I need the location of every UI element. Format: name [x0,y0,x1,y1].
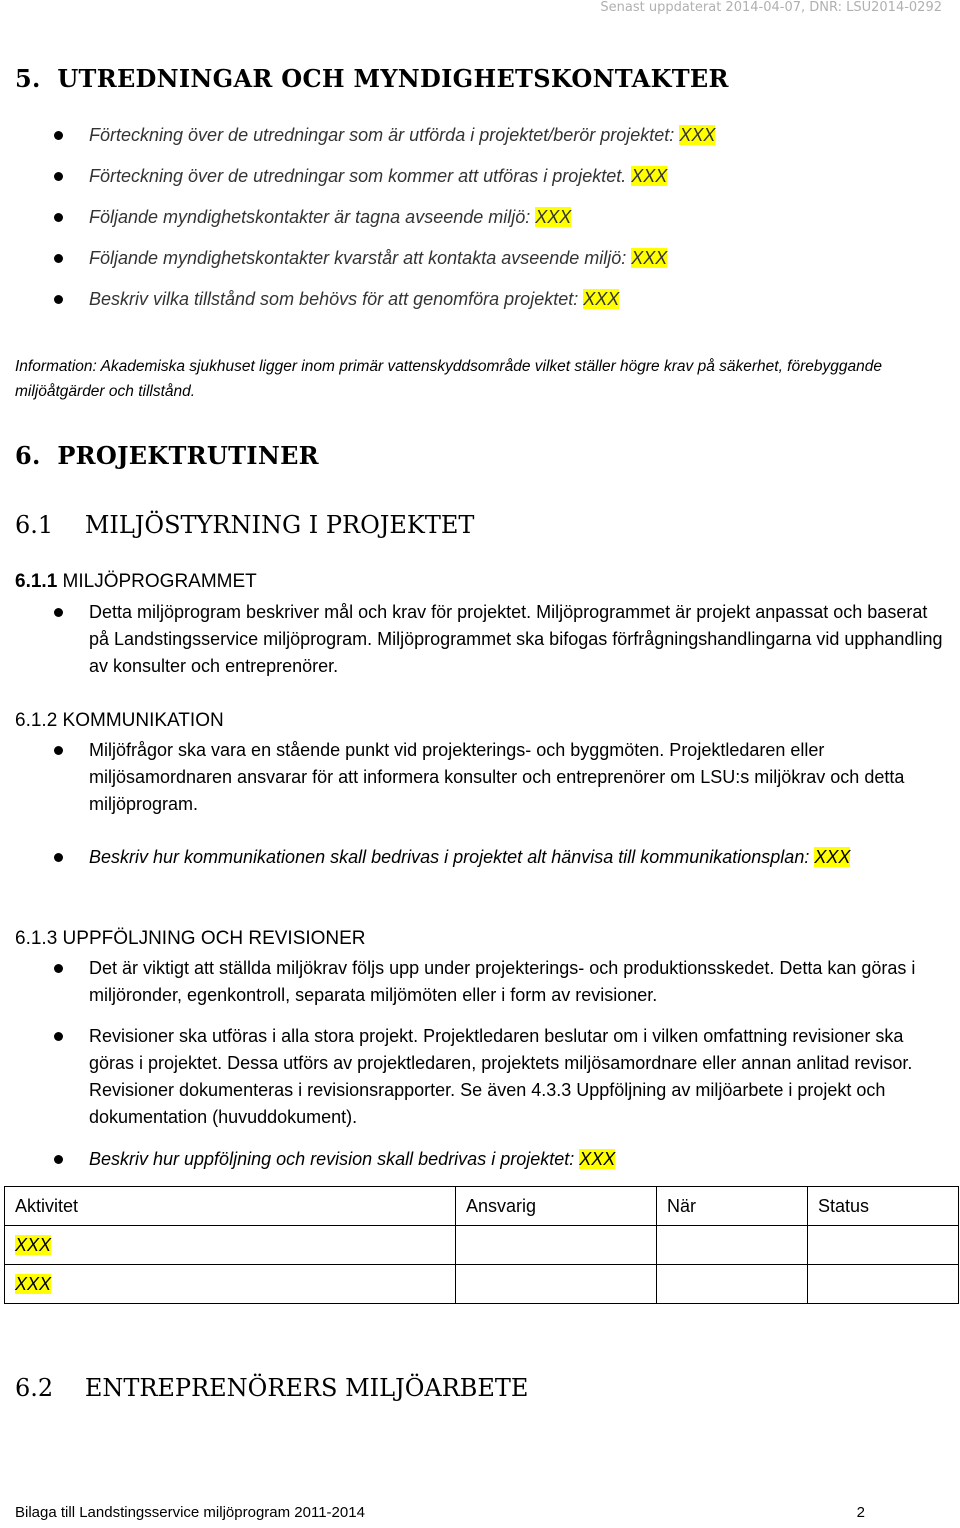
table-cell[interactable] [456,1226,657,1265]
footer-text: Bilaga till Landstingsservice miljöprogram 2011-2014 [15,1504,365,1521]
placeholder-xxx[interactable]: XXX [579,1149,616,1169]
table-cell[interactable] [456,1265,657,1304]
bullet-icon [54,172,63,181]
table-header-row [5,1187,959,1226]
placeholder-xxx[interactable]: XXX [814,847,851,867]
bullet-text: Detta miljöprogram beskriver mål och krav för projektet. Miljöprogrammet är projekt anpassat och baserat på Landstingsservice miljöprogram. Miljöprogrammet ska bifogas förfrågningshandlingarna vid upphandling av konsulter och entreprenörer. [89,602,943,676]
bullet-icon [54,1155,63,1164]
table-header-cell: Ansvarig [456,1187,657,1226]
placeholder-xxx[interactable]: XXX [15,1234,52,1255]
section-5-number: 5. [15,64,41,93]
section-6-1-2-heading [15,710,224,732]
section-6-1-1-title: MILJÖPROGRAMMET [57,571,257,592]
section-6-title: PROJEKTRUTINER [57,441,319,470]
placeholder-xxx[interactable]: XXX [679,125,716,145]
activity-table [4,1186,959,1304]
bullet-icon [54,295,63,304]
section-6-1-heading [15,511,474,539]
table-cell[interactable] [5,1265,456,1304]
bullet-text: Förteckning över de utredningar som kommer att utföras i projektet. [89,166,632,186]
section-5-heading [15,64,729,93]
table-cell[interactable] [657,1265,808,1304]
table-header-cell: Status [808,1187,959,1226]
table-header-cell: Aktivitet [5,1187,456,1226]
placeholder-xxx[interactable]: XXX [631,248,668,268]
bullet-icon [54,964,63,973]
bullet-text: Det är viktigt att ställda miljökrav följs upp under projekterings- och produktionsskedet. Detta kan göras i miljöronder, egenkontroll, separata miljömöten eller i form av revisioner. [89,958,916,1005]
table-header-cell: När [657,1187,808,1226]
bullet-icon [54,254,63,263]
table-cell[interactable] [808,1265,959,1304]
section-6-2-heading [15,1374,528,1402]
placeholder-xxx[interactable]: XXX [631,166,668,186]
section-6-2-number: 6.2 [15,1374,54,1402]
section-6-1-2-title: KOMMUNIKATION [57,710,224,731]
bullet-icon [54,213,63,222]
table-cell[interactable] [657,1226,808,1265]
bullet-text: Miljöfrågor ska vara en stående punkt vid projekterings- och byggmöten. Projektledaren eller miljösamordnaren ansvarar för att informera konsulter och entreprenörer om LSU:s miljökrav och detta miljöprogram. [89,740,905,814]
bullet-icon [54,1032,63,1041]
section-6-1-1-number: 6.1.1 [15,571,58,592]
bullet-text: Följande myndighetskontakter är tagna avseende miljö: [89,207,536,227]
section-6-heading [15,441,319,470]
bullet-text: Beskriv vilka tillstånd som behövs för att genomföra projektet: [89,289,584,309]
bullet-icon [54,608,63,617]
bullet-icon [54,853,63,862]
section-5-title: UTREDNINGAR OCH MYNDIGHETSKONTAKTER [57,64,729,93]
bullet-text: Beskriv hur uppföljning och revision skall bedrivas i projektet: [89,1149,580,1169]
placeholder-xxx[interactable]: XXX [15,1273,52,1294]
table-cell[interactable] [5,1226,456,1265]
section-6-1-3-heading [15,928,366,950]
section-6-2-title: ENTREPRENÖRERS MILJÖARBETE [84,1374,529,1402]
section-6-1-2-number: 6.1.2 [15,710,58,731]
section-6-1-title: MILJÖSTYRNING I PROJEKTET [84,511,475,539]
section-6-1-number: 6.1 [15,511,54,539]
table-row [5,1265,959,1304]
placeholder-xxx[interactable]: XXX [535,207,572,227]
bullet-text: Revisioner ska utföras i alla stora projekt. Projektledaren beslutar om i vilken omfattning revisioner ska göras i projektet. Dessa utförs av projektledaren, projektets miljösamordnare eller annan anlitad revisor. Revisioner dokumenteras i revisionsrapporter. Se även 4.3.3 Uppföljning av miljöarbete i projekt och dokumentation (huvuddokument). [89,1026,913,1127]
bullet-text: Förteckning över de utredningar som är utförda i projektet/berör projektet: [89,125,680,145]
bullet-text: Följande myndighetskontakter kvarstår att kontakta avseende miljö: [89,248,632,268]
table-cell[interactable] [808,1226,959,1265]
section-6-1-3-number: 6.1.3 [15,928,58,949]
placeholder-xxx[interactable]: XXX [583,289,620,309]
bullet-icon [54,746,63,755]
information-paragraph: Information: Akademiska sjukhuset ligger inom primär vattenskyddsområde vilket ställer högre krav på säkerhet, förebyggande miljöåtgärder och tillstånd. [15,358,882,400]
page-number: 2 [856,1504,865,1521]
table-row [5,1226,959,1265]
section-6-1-1-heading [15,571,257,593]
header-update-note: Senast uppdaterat 2014-04-07, DNR: LSU2014-0292 [600,0,942,15]
section-6-1-3-title: UPPFÖLJNING OCH REVISIONER [57,928,366,949]
section-6-number: 6. [15,441,41,470]
bullet-icon [54,131,63,140]
bullet-text: Beskriv hur kommunikationen skall bedrivas i projektet alt hänvisa till kommunikationsplan: [89,847,815,867]
